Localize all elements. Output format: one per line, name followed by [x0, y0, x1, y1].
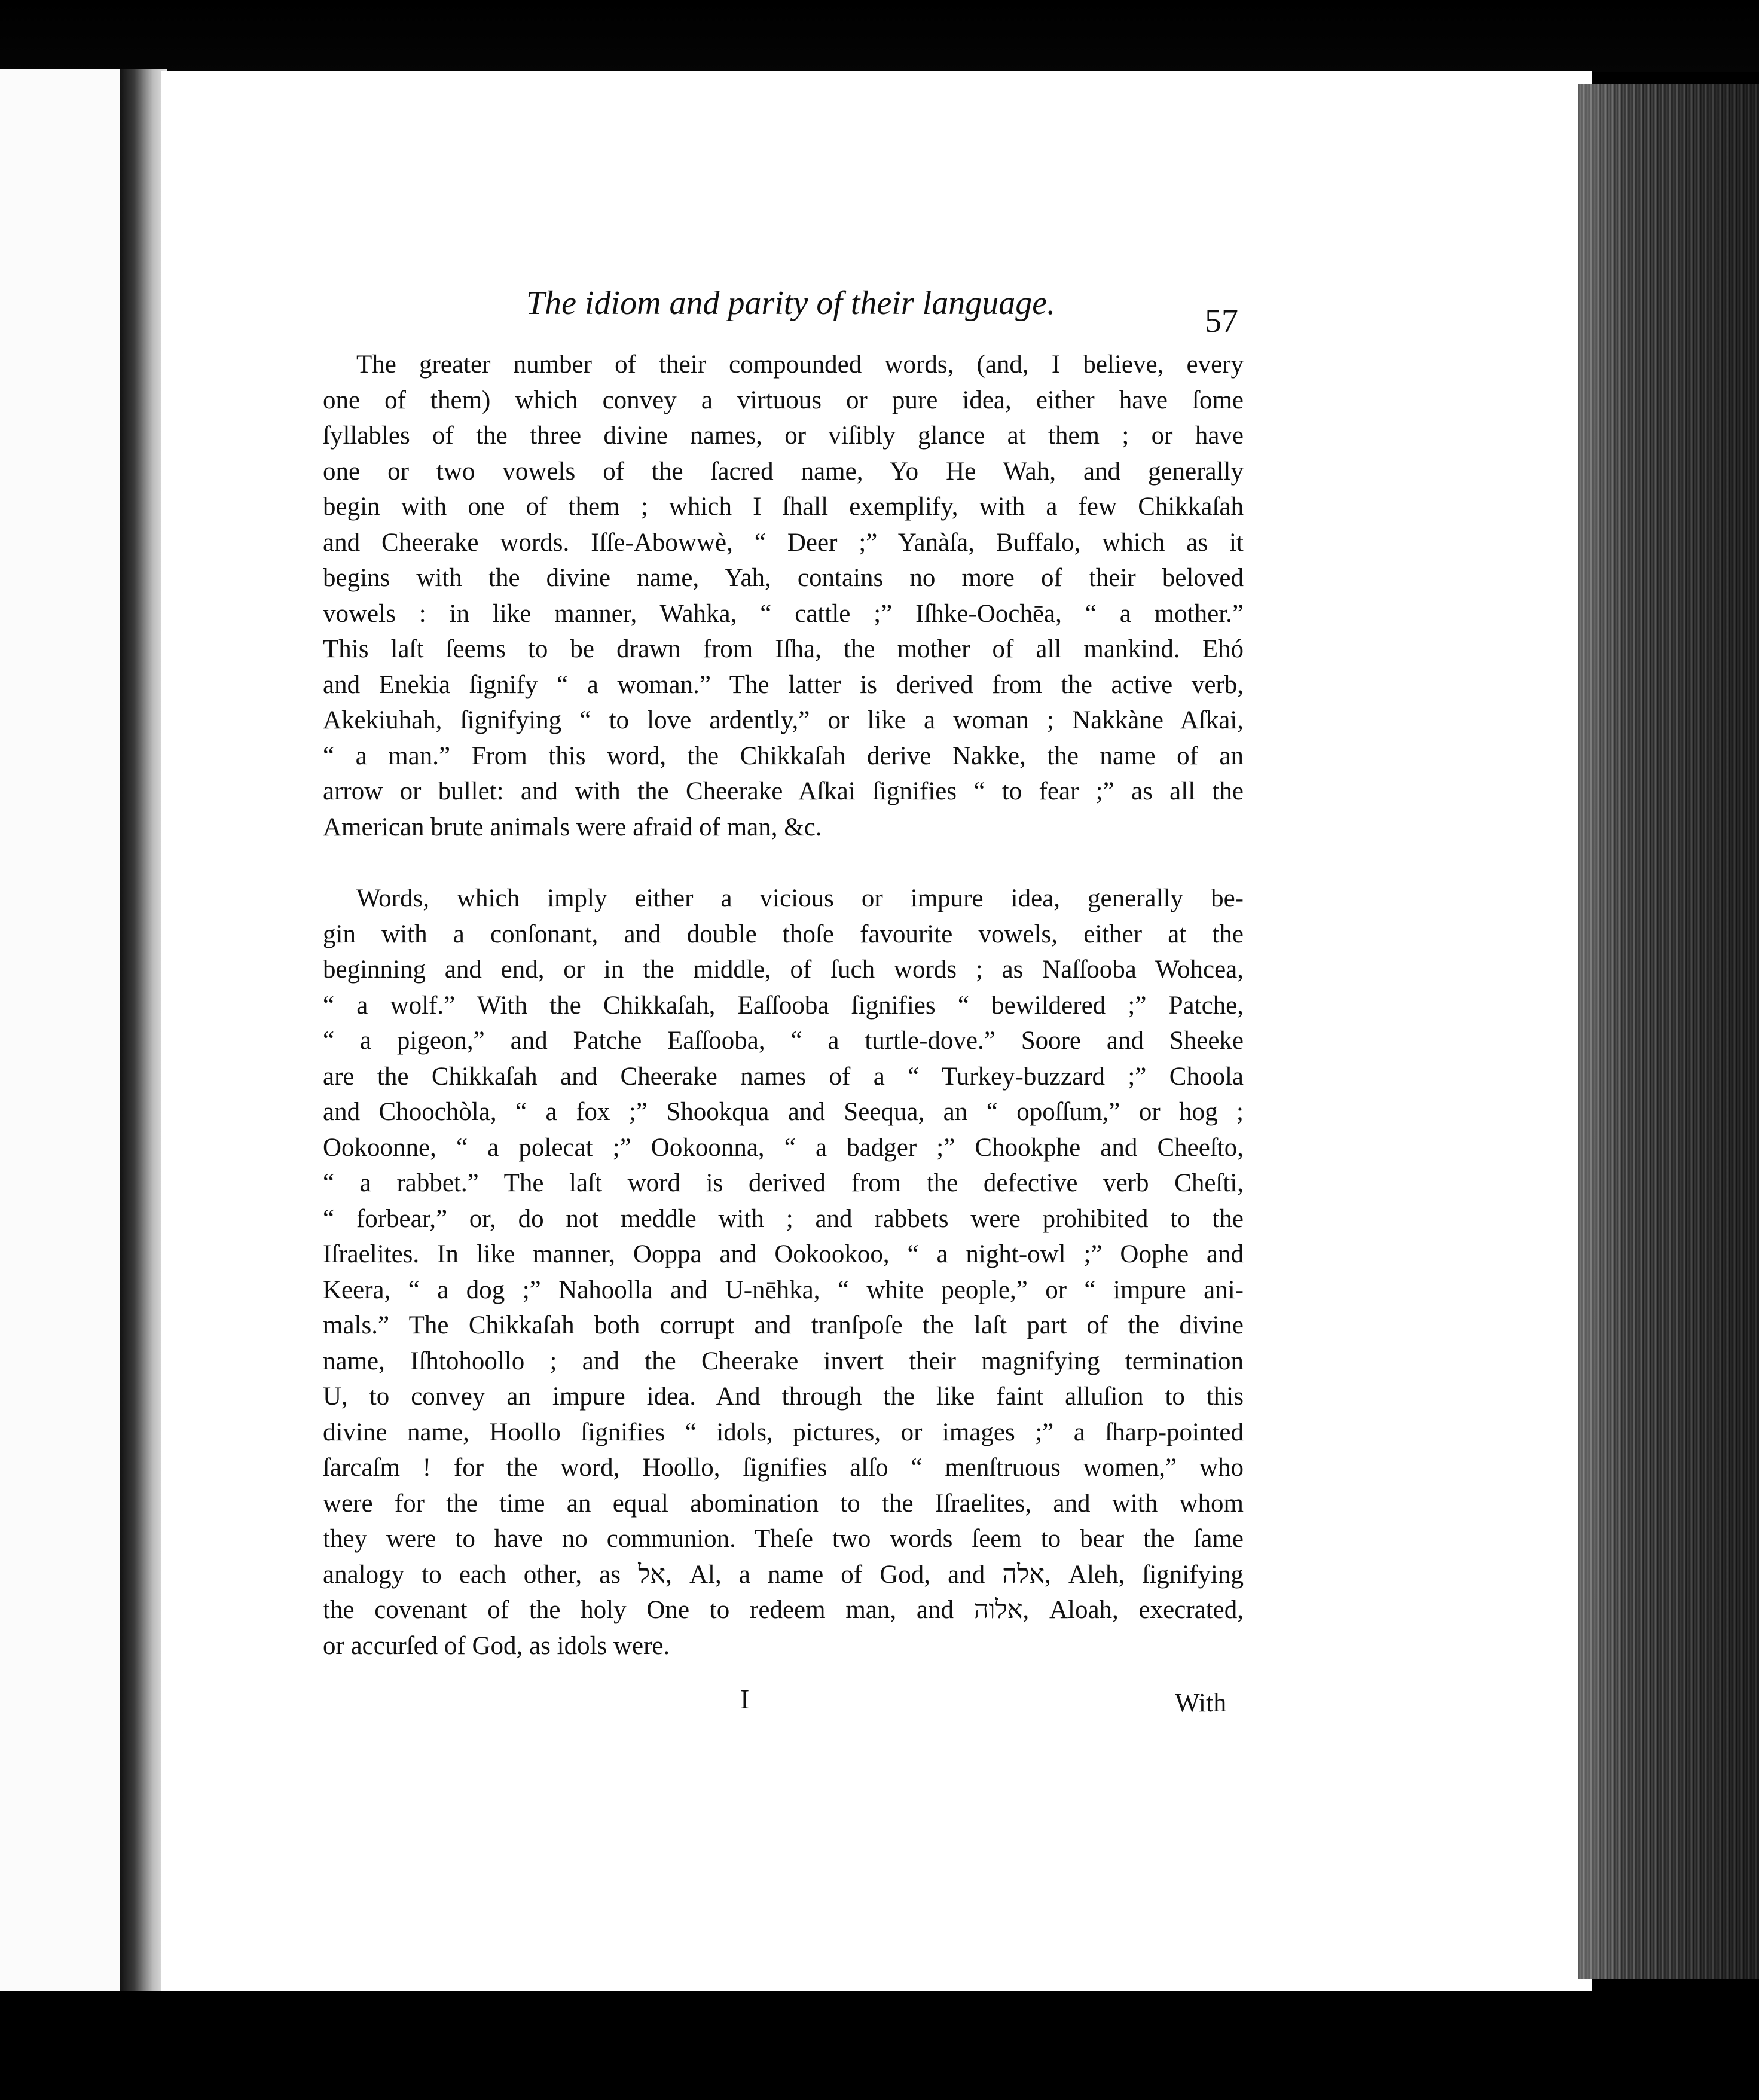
text-line: and Choochòla, “ a fox ;” Shookqua and Seequa, an “ opoſſum,” or hog ; [323, 1098, 1244, 1126]
text-line: one of them) which convey a virtuous or pure idea, either have ſome [323, 386, 1244, 414]
text-line: the covenant of the holy One to redeem man, and אלוה, Aloah, execrated, [323, 1596, 1244, 1624]
text-line: one or two vowels of the ſacred name, Yo He Wah, and generally [323, 457, 1244, 486]
text-line: ſyllables of the three divine names, or viſibly glance at them ; or have [323, 422, 1244, 450]
text-line: “ a man.” From this word, the Chikkaſah derive Nakke, the name of an [323, 741, 1244, 770]
catchword: With [1175, 1688, 1227, 1717]
text-line: they were to have no communion. Theſe two words ſeem to bear the ſame [323, 1525, 1244, 1553]
text-line: Iſraelites. In like manner, Ooppa and Ookookoo, “ a night-owl ;” Oophe and [323, 1240, 1244, 1268]
text-line: Ookoonne, “ a polecat ;” Ookoonna, “ a badger ;” Chookphe and Cheeſto, [323, 1133, 1244, 1162]
page-number: 57 [1205, 303, 1238, 340]
text-line: and Cheerake words. Iſſe-Abowwè, “ Deer ;” Yanàſa, Buffalo, which as it [323, 528, 1244, 557]
text-line: Keera, “ a dog ;” Nahoolla and U-nēhka, “ white people,” or “ impure ani- [323, 1275, 1244, 1304]
text-line: are the Chikkaſah and Cheerake names of a “ Turkey-buzzard ;” Choola [323, 1062, 1244, 1091]
text-line: This laſt ſeems to be drawn from Iſha, the mother of all mankind. Ehó [323, 635, 1244, 663]
text-line: ſarcaſm ! for the word, Hoollo, ſignifies alſo “ menſtruous women,” who [323, 1454, 1244, 1482]
gutter-shadow [120, 69, 167, 1994]
text-line: American brute animals were afraid of man, &c. [323, 813, 822, 841]
text-line: name, Iſhtohoollo ; and the Cheerake invert their magnifying termination [323, 1347, 1244, 1375]
text-line: “ a wolf.” With the Chikkaſah, Eaſſooba ſignifies “ bewildered ;” Patche, [323, 991, 1244, 1020]
text-line: analogy to each other, as אל, Al, a name of God, and אלה, Aleh, ſignifying [323, 1560, 1244, 1589]
text-line: U, to convey an impure idea. And through the like faint alluſion to this [323, 1382, 1244, 1411]
text-line: mals.” The Chikkaſah both corrupt and tranſpoſe the laſt part of the divine [323, 1311, 1244, 1339]
scan-background-top [0, 0, 1759, 72]
signature-mark: I [740, 1684, 750, 1714]
page-fore-edge-shade [1578, 84, 1759, 1979]
paragraph-1 [323, 347, 1244, 845]
running-head: The idiom and parity of their language. [526, 285, 1056, 322]
text-line: or accurſed of God, as idols were. [323, 1631, 670, 1660]
paragraph-2 [323, 881, 1244, 1663]
scan-background-bottom [0, 1991, 1759, 2100]
text-line: gin with a conſonant, and double thoſe favourite vowels, either at the [323, 920, 1244, 948]
text-line: “ a rabbet.” The laſt word is derived from the defective verb Cheſti, [323, 1169, 1244, 1197]
text-line: vowels : in like manner, Wahka, “ cattle ;” Iſhke-Oochēa, “ a mother.” [323, 599, 1244, 628]
text-line: beginning and end, or in the middle, of ſuch words ; as Naſſooba Wohcea, [323, 956, 1244, 984]
text-line: Words, which imply either a vicious or impure idea, generally be- [356, 884, 1244, 912]
text-line: “ a pigeon,” and Patche Eaſſooba, “ a turtle-dove.” Soore and Sheeke [323, 1027, 1244, 1055]
text-line: Akekiuhah, ſignifying “ to love ardently,” or like a woman ; Nakkàne Aſkai, [323, 706, 1244, 734]
text-line: begins with the divine name, Yah, contains no more of their beloved [323, 564, 1244, 592]
text-line: divine name, Hoollo ſignifies “ idols, pictures, or images ;” a ſharp-pointed [323, 1418, 1244, 1446]
text-line: were for the time an equal abomination to the Iſraelites, and with whom [323, 1489, 1244, 1518]
text-line: arrow or bullet: and with the Cheerake Aſkai ſignifies “ to fear ;” as all the [323, 777, 1244, 805]
text-line: “ forbear,” or, do not meddle with ; and rabbets were prohibited to the [323, 1204, 1244, 1233]
text-line: begin with one of them ; which I ſhall exemplify, with a few Chikkaſah [323, 493, 1244, 521]
text-line: The greater number of their compounded words, (and, I believe, every [356, 350, 1244, 379]
body-text [323, 347, 1244, 1663]
text-line: and Enekia ſignify “ a woman.” The latter is derived from the active verb, [323, 670, 1244, 699]
facing-page-edge [0, 69, 123, 1994]
